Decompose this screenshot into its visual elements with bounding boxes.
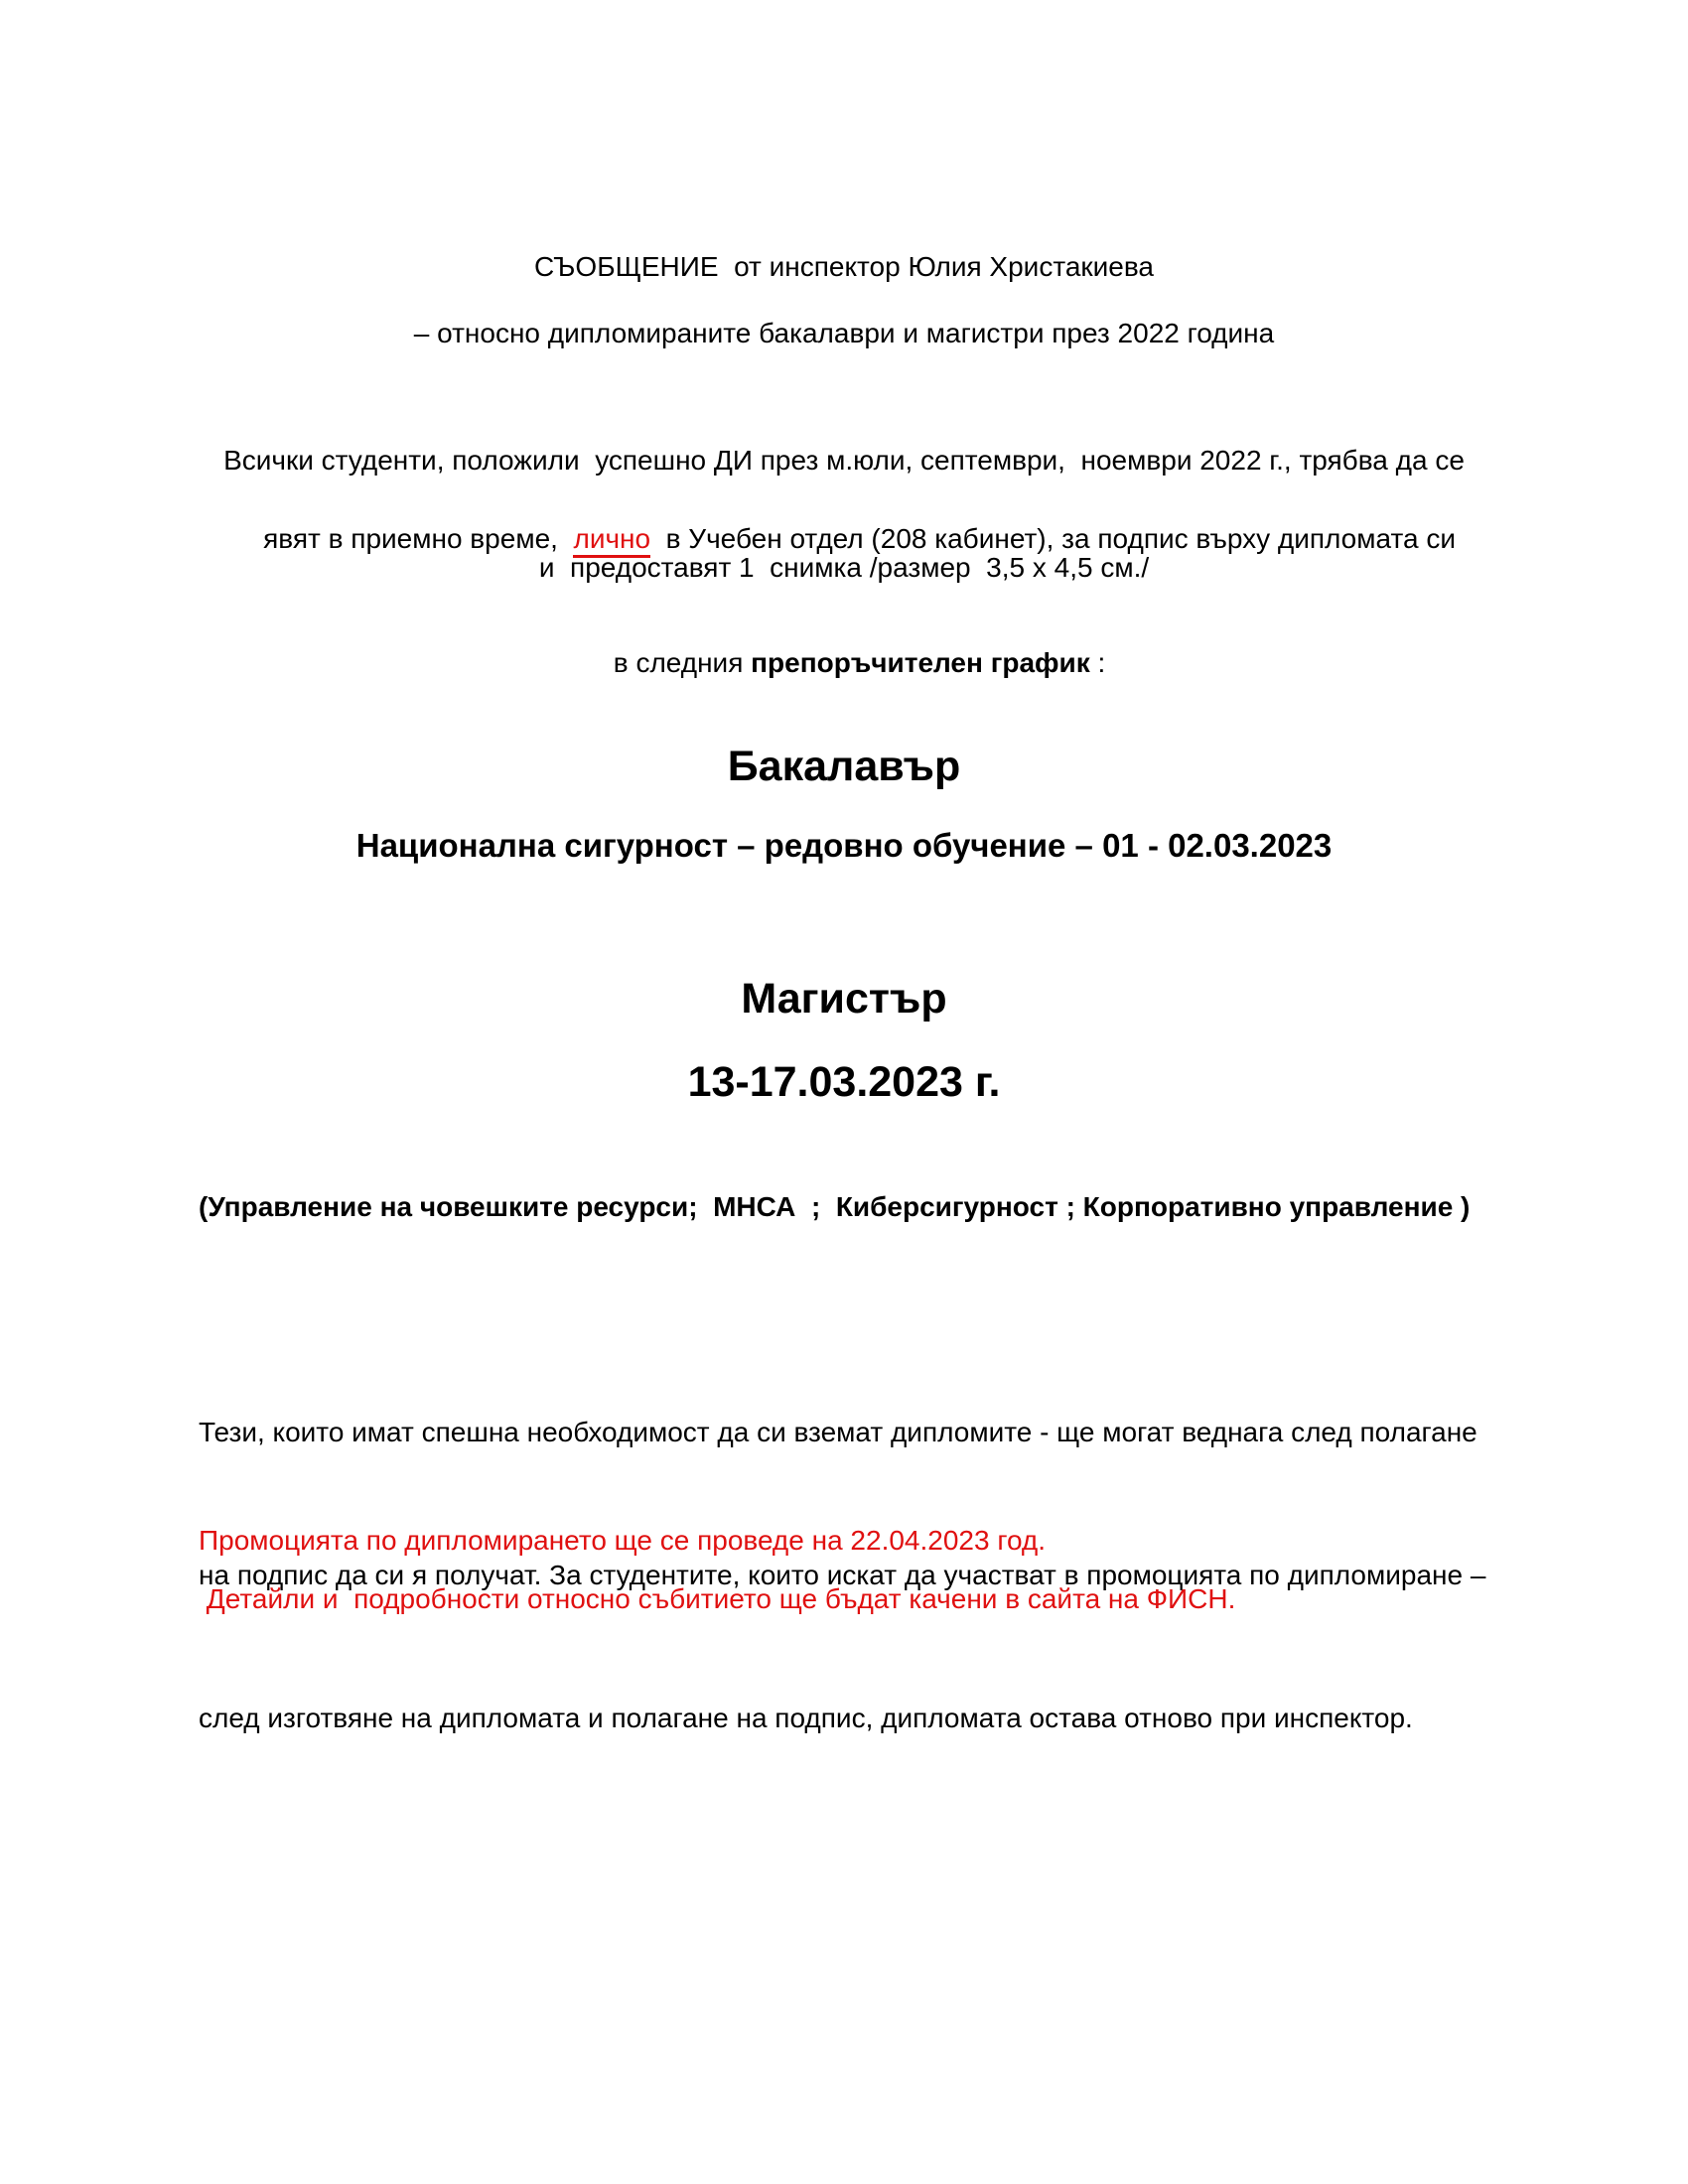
bachelor-schedule-line: Национална сигурност – редовно обучение – 01 - 02.03.2023 <box>355 827 1333 864</box>
intro-paragraph-line1: Всички студенти, положили успешно ДИ през м.юли, септември, ноември 2022 г., трябва да се <box>223 445 1465 476</box>
bachelor-heading: Бакалавър <box>727 743 961 790</box>
ceremony-details-line: Детайли и подробности относно събитието ще бъдат качени в сайта на ФИСН. <box>199 1583 1236 1614</box>
recommended-schedule-emphasis: препоръчителен график <box>751 647 1090 678</box>
schedule-intro-line <box>199 615 1489 711</box>
graduation-ceremony-date-line: Промоцията по дипломирането ще се проведе на 22.04.2023 год. <box>199 1525 1047 1556</box>
intro-line2-text-after: в Учебен отдел (208 кабинет), за подпис върху дипломата си <box>650 523 1456 554</box>
urgent-diplomas-note <box>199 1313 1509 1838</box>
note-line2: на подпис да си я получат. За студентите, които искат да участват в промоцията по дипломиране – <box>199 1560 1486 1590</box>
intro-line2-text-before: явят в приемно време, <box>263 523 574 554</box>
master-dates-line: 13-17.03.2023 г. <box>687 1058 1001 1106</box>
master-programs-line: (Управление на човешките ресурси; МНСА ; Киберсигурност ; Корпоративно управление ) <box>199 1191 1471 1222</box>
document-title-line1: СЪОБЩЕНИЕ от инспектор Юлия Христакиева <box>534 251 1154 282</box>
in-person-highlight: лично <box>573 523 650 558</box>
schedule-text-after: : <box>1089 647 1106 678</box>
master-heading: Магистър <box>741 975 947 1023</box>
note-line3: след изготвяне на дипломата и полагане на подпис, дипломата остава отново при инспектор. <box>199 1703 1413 1733</box>
note-line1: Тези, които имат спешна необходимост да си вземат дипломите - ще могат веднага след полагане <box>199 1417 1477 1447</box>
document-title-line2: – относно дипломираните бакалаври и магистри през 2022 година <box>413 318 1275 348</box>
schedule-text-before: в следния <box>613 647 752 678</box>
photo-requirement-line: и предоставят 1 снимка /размер 3,5 х 4,5 см./ <box>538 552 1150 583</box>
